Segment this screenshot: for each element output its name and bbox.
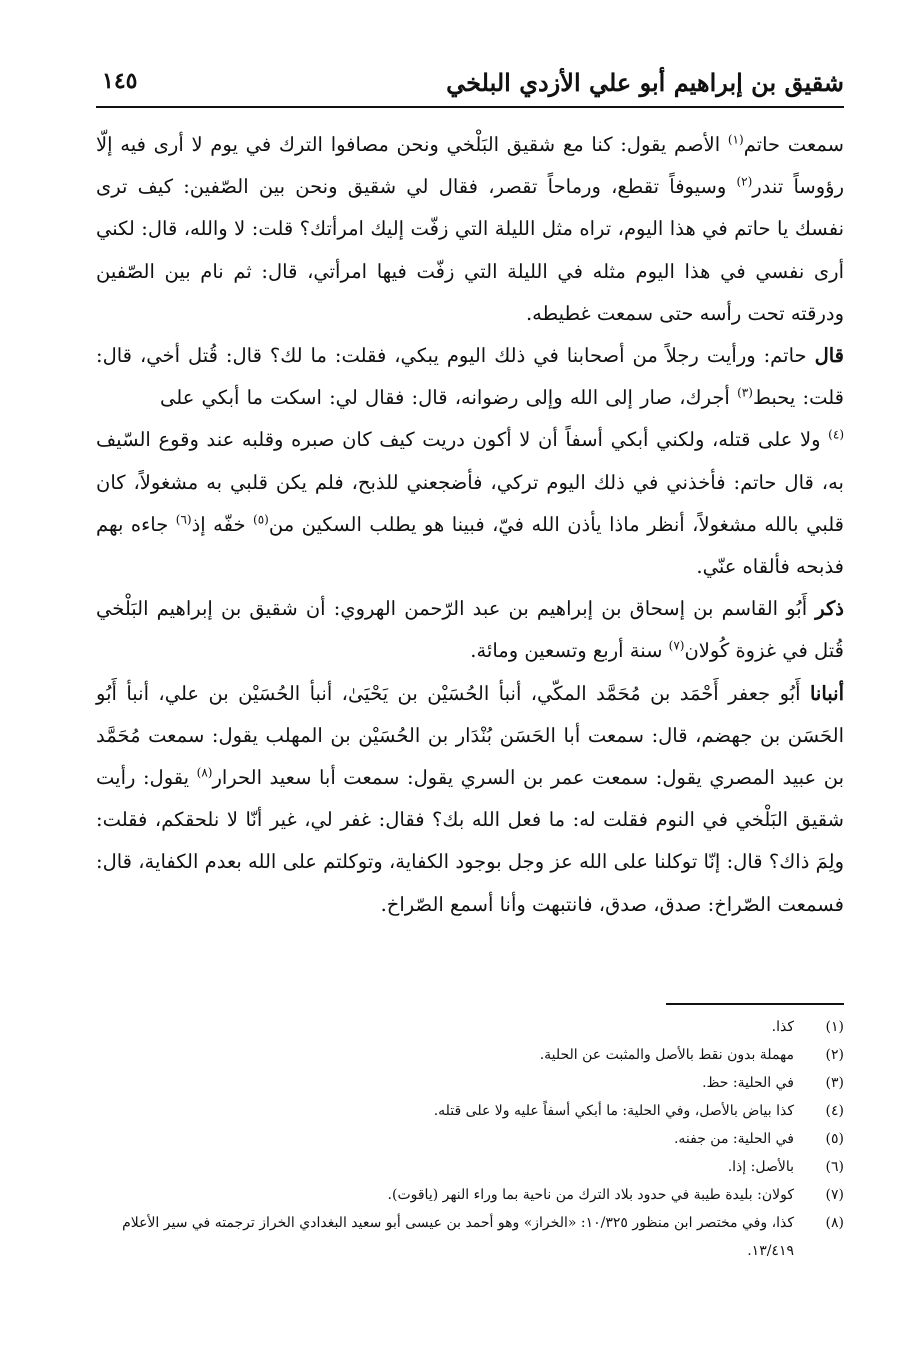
footnote-item (96, 1013, 844, 1041)
footnote-number: (٤) (825, 1103, 844, 1119)
text-run: سمعت حاتم (743, 133, 844, 156)
paragraph-lead-word: قال (814, 344, 844, 368)
footnote-item (96, 1125, 844, 1153)
main-text (96, 124, 844, 926)
text-run: جاءه بهم فذبحه فألقاه عنّي. (96, 512, 844, 579)
text-run: خفّه إذ (191, 512, 254, 536)
text-run: حاتم: ورأيت رجلاً من أصحابنا في ذلك اليوم يبكي، فقلت: ما لك؟ قال: قُتل أخي، قال: قلت: يحبط (96, 344, 844, 410)
footnote-text: كذا، وفي مختصر ابن منظور ١٠/٣٢٥: «الخراز» وهو أحمد بن عيسى أبو سعيد البغدادي الخراز ترجمته في سير الأعلام ١٣/٤١٩. (122, 1215, 794, 1259)
footnote-ref-7: (٧) (668, 638, 685, 653)
footnote-ref-2: (٢) (736, 174, 753, 189)
footnote-item (96, 1041, 844, 1069)
footnote-text: كولان: بليدة طيبة في حدود بلاد الترك من ناحية بما وراء النهر (ياقوت). (387, 1187, 794, 1203)
footnote-number: (٧) (825, 1187, 844, 1203)
text-run: الأصم يقول: كنا مع شقيق البَلْخي ونحن مصافوا الترك في يوم لا أرى فيه إلّا رؤوساً تندر (96, 133, 844, 199)
footnote-number: (٨) (825, 1215, 844, 1231)
footnote-text: كذا. (771, 1019, 794, 1035)
footnote-ref-3: (٣) (737, 385, 753, 400)
footnote-ref-6: (٦) (175, 512, 192, 527)
footnote-item (96, 1097, 844, 1125)
footnote-item (96, 1153, 844, 1181)
footnote-ref-8: (٨) (196, 765, 213, 780)
footnote-text: مهملة بدون نقط بالأصل والمثبت عن الحلية. (539, 1047, 794, 1063)
footnote-ref-5: (٥) (253, 512, 269, 527)
paragraph-lead-word: أنبانا (809, 681, 844, 705)
footnote-number: (٢) (825, 1047, 844, 1063)
footnote-divider (666, 1003, 844, 1005)
text-run: يقول: رأيت شقيق البَلْخي في النوم فقلت له: ما فعل الله بك؟ فقال: غفر لي، غير أنّا لا نلحقكم، فقلت: ولِمَ ذاك؟ قال: إنّا توكلنا على الله عز وجل بوجود الكفاية، وتوكلتم على الله بعدم الكفاية، قال: فسمعت الصّراخ: صدق، صدق، فانتبهت وأنا أسمع الصّراخ. (96, 766, 844, 916)
paragraph-lead-word: ذكر (815, 597, 844, 621)
text-run: سنة أربع وتسعين ومائة. (470, 639, 669, 663)
paragraph-2 (96, 335, 844, 588)
running-head: شقيق بن إبراهيم أبو علي الأزدي البلخي (446, 68, 844, 97)
footnote-number: (٣) (825, 1075, 844, 1091)
footnote-ref-4: (٤) (828, 427, 844, 442)
text-run: وسيوفاً تقطع، ورماحاً تقصر، فقال لي شقيق ونحن بين الصّفين: كيف ترى نفسك يا حاتم في هذا اليوم، تراه مثل الليلة التي زفّت إليك امرأتك؟ قلت: لا والله، قال: لكني أرى نفسي في هذا اليوم مثله في الليلة التي زفّت فيها امرأتي، قال: ثم نام بين الصّفين ودرقته تحت رأسه حتى سمعت غطيطه. (96, 175, 844, 325)
text-run: ولا على قتله، ولكني أبكي أسفاً أن لا أكون دريت كيف كان صبره وقلبه عند وقوع السّيف به، قال حاتم: فأخذني في ذلك اليوم تركي، فأضجعني للذبح، فلم يكن قلبي به مشغولاً، كان قلبي بالله مشغولاً، أنظر ماذا يأذن الله فيّ، فبينا هو يطلب السكين من (96, 428, 844, 536)
footnotes (96, 1013, 844, 1265)
footnote-text: في الحلية: حظ. (702, 1075, 794, 1091)
text-run: أَبُو القاسم بن إسحاق بن إبراهيم بن عبد الرّحمن الهروي: أن شقيق بن إبراهيم البَلْخي قُتل في غزوة كُولان (96, 597, 844, 663)
paragraph-1 (96, 124, 844, 335)
footnote-text: بالأصل: إذا. (727, 1159, 794, 1175)
paragraph-3 (96, 588, 844, 672)
footnote-item (96, 1209, 844, 1265)
footnote-ref-1: (١) (727, 132, 744, 147)
footnote-item (96, 1181, 844, 1209)
footnote-text: كذا بياض بالأصل، وفي الحلية: ما أبكي أسفاً عليه ولا على قتله. (433, 1103, 794, 1119)
footnote-number: (٦) (825, 1159, 844, 1175)
text-run: أَبُو جعفر أَحْمَد بن مُحَمَّد المكّي، أنبأ الحُسَيْن بن يَحْيَىٰ، أنبأ الحُسَيْن بن علي، أنبأ أَبُو الحَسَن بن جهضم، قال: سمعت أبا الحَسَن بُنْدَار بن الحُسَيْن بن المهلب يقول: سمعت مُحَمَّد بن عبيد المصري يقول: سمعت عمر بن السري يقول: سمعت أبا سعيد الحرار (96, 681, 844, 790)
paragraph-4 (96, 673, 844, 926)
footnote-number: (١) (825, 1019, 844, 1035)
footnote-text: في الحلية: من جفنه. (673, 1131, 794, 1147)
footnote-item (96, 1069, 844, 1097)
page-number: ١٤٥ (102, 68, 138, 94)
footnote-number: (٥) (825, 1131, 844, 1147)
page-header (96, 62, 844, 108)
text-run: أجرك، صار إلى الله وإلى رضوانه، قال: فقال لي: اسكت ما أبكي على (160, 386, 738, 410)
